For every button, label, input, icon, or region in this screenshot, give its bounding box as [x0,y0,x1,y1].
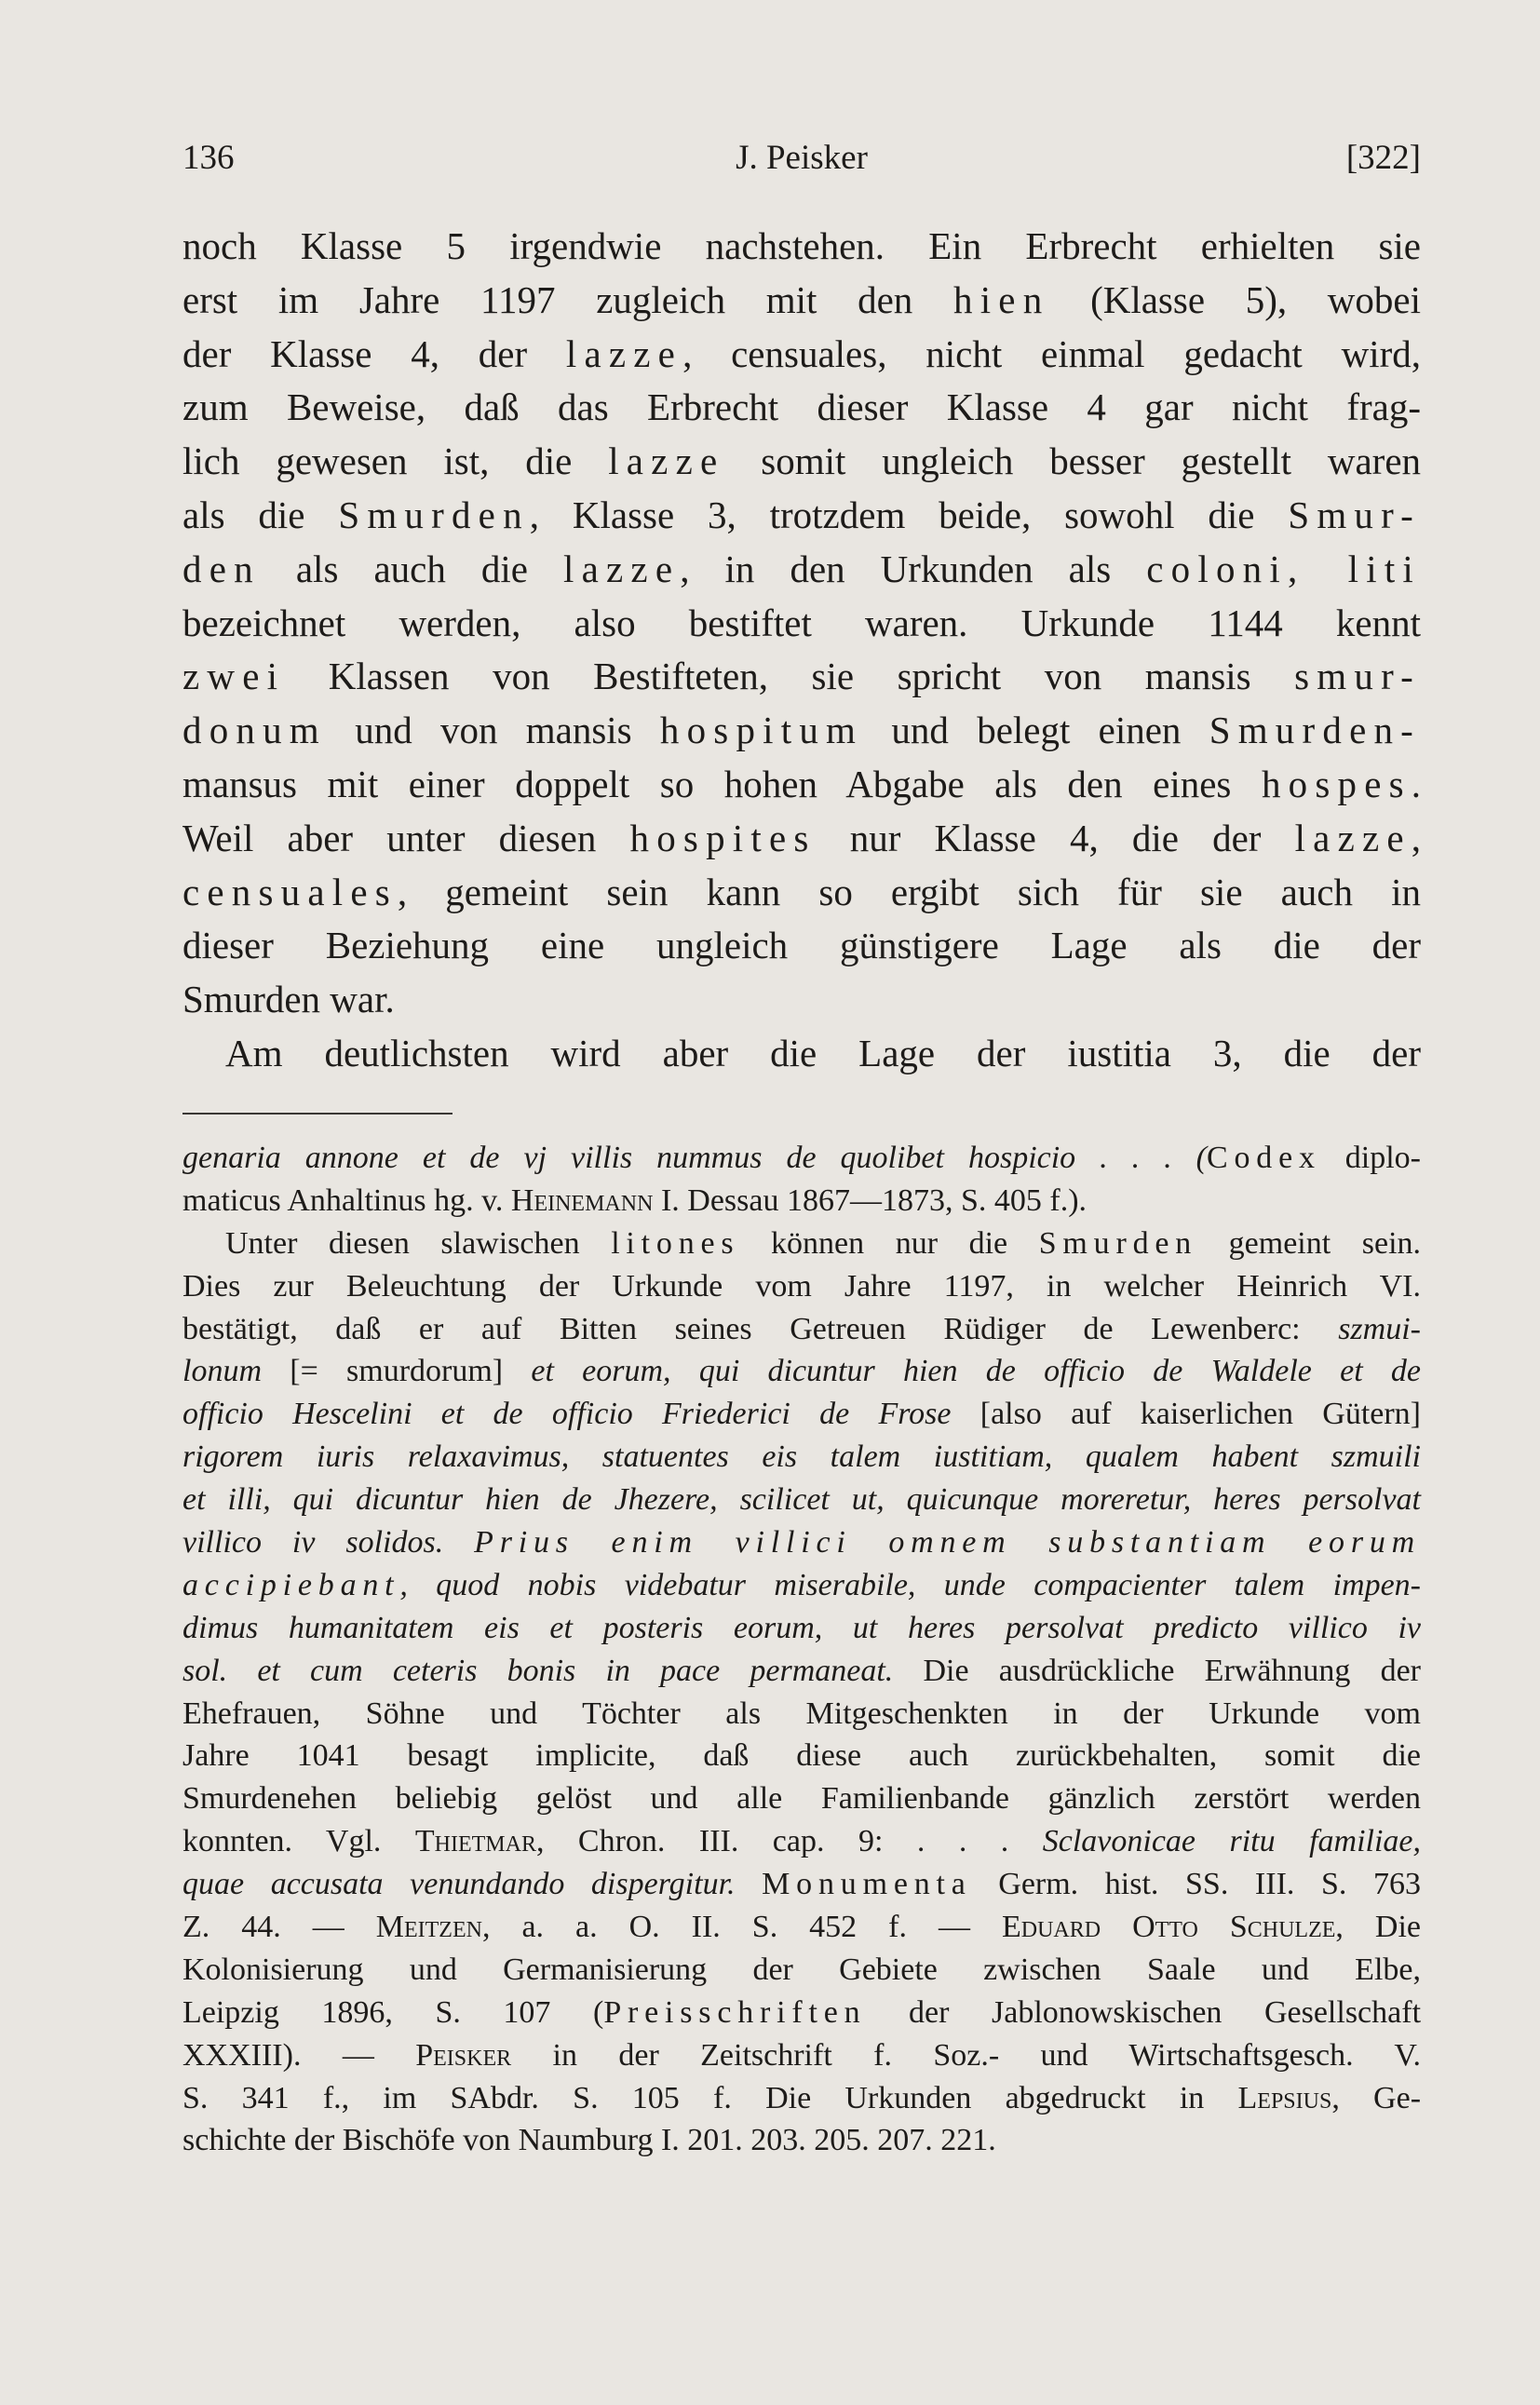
footnote-line: Unter diesen slawischen litones können nur die Smurden gemeint sein. [225,1225,1422,1261]
footnote [182,1137,1421,2162]
footnote-line: Z. 44. — Meitzen, a. a. O. II. S. 452 f. — Eduard Otto Schulze, Die [182,1910,1421,1945]
text-line: erst im Jahre 1197 zugleich mit den hien (Klasse 5), wobei [182,277,1422,321]
footnote-line: officio Hescelini et de officio Friederici de Frose [also auf kaiserlichen Gütern] [182,1397,1422,1432]
footnote-line: Jahre 1041 besagt implicite, daß diese auch zurückbehalten, somit die [182,1738,1421,1774]
text-line: zwei Klassen von Bestifteten, sie spricht von mansis smur- [182,655,1421,698]
text-line: dieser Beziehung eine ungleich günstigere Lage als die der [182,924,1421,967]
footnote-line: Dies zur Beleuchtung der Urkunde vom Jahre 1197, in welcher Heinrich VI. [182,1268,1421,1304]
text-line: als die Smurden, Klasse 3, trotzdem beide, sowohl die Smur- [182,493,1421,536]
footnote-line: villico iv solidos. Prius enim villici omnem substantiam eorum [182,1525,1422,1561]
section-number: [322] [1345,139,1421,177]
footnote-line: bestätigt, daß er auf Bitten seines Getreuen Rüdiger de Lewenberc: szmui- [182,1311,1421,1346]
footnote-line: schichte der Bischöfe von Naumburg I. 201. 203. 205. 207. 221. [182,2123,996,2158]
text-line: zum Beweise, daß das Erbrecht dieser Klasse 4 gar nicht frag- [182,385,1421,429]
running-head: J. Peisker [736,139,868,177]
footnote-line: accipiebant, quod nobis videbatur miserabile, unde compacienter talem impen- [182,1567,1421,1602]
text-line: Weil aber unter diesen hospites nur Klasse 4, die der lazze, [182,816,1422,859]
footnote-line: lonum [= smurdorum] et eorum, qui dicuntur hien de officio de Waldele et de [182,1354,1422,1389]
footnote-line: Ehefrauen, Söhne und Töchter als Mitgeschenkten in der Urkunde vom [182,1696,1421,1731]
text-line: noch Klasse 5 irgendwie nachstehen. Ein Erbrecht erhielten sie [182,224,1421,267]
main-text [182,220,1421,1081]
footnote-line: genaria annone et de vj villis nummus de quolibet hospicio . . . (Codex diplo- [182,1141,1421,1175]
footnote-line: konnten. Vgl. Thietmar, Chron. III. cap. 9: . . . Sclavonicae ritu familiae, [182,1824,1421,1859]
text-line: censuales, gemeint sein kann so ergibt sich für sie auch in [182,870,1421,913]
text-line: bezeichnet werden, also bestiftet waren. Urkunde 1144 kennt [182,601,1421,644]
footnote-line: sol. et cum ceteris bonis in pace permaneat. Die ausdrückliche Erwähnung der [182,1653,1421,1688]
page-header [182,138,1421,194]
footnote-line: maticus Anhaltinus hg. v. Heinemann I. Dessau 1867—1873, S. 405 f.). [182,1182,1087,1218]
footnote-line: Kolonisierung und Germanisierung der Gebiete zwischen Saale und Elbe, [182,1952,1421,1987]
text-line: lich gewesen ist, die lazze somit ungleich besser gestellt waren [182,439,1422,483]
footnote-line: XXXIII). — Peisker in der Zeitschrift f. Soz.- und Wirtschaftsgesch. V. [182,2037,1422,2073]
page-number: 136 [182,139,235,177]
footnote-line: dimus humanitatem eis et posteris eorum, ut heres persolvat predicto villico iv [182,1610,1421,1645]
footnote-line: et illi, qui dicuntur hien de Jhezere, scilicet ut, quicunque moreretur, heres persolvat [182,1482,1421,1518]
footnote-line: Smurdenehen beliebig gelöst und alle Familienbande gänzlich zerstört werden [182,1781,1421,1817]
footnote-line: quae accusata venundando dispergitur. Monumenta Germ. hist. SS. III. S. 763 [182,1867,1422,1902]
footnote-line: S. 341 f., im SAbdr. S. 105 f. Die Urkunden abgedruckt in Lepsius, Ge- [182,2080,1422,2115]
text-line: Am deutlichsten wird aber die Lage der iustitia 3, die der [225,1031,1421,1074]
footnote-line: Leipzig 1896, S. 107 (Preisschriften der Jablonowskischen Gesellschaft [182,1994,1422,2030]
footnote-line: rigorem iuris relaxavimus, statuentes eis talem iustitiam, qualem habent szmuili [182,1439,1421,1475]
text-line: Smurden war. [182,978,395,1021]
text-line: donum und von mansis hospitum und belegt einen Smurden- [182,709,1422,752]
text-line: mansus mit einer doppelt so hohen Abgabe als den eines hospes. [182,762,1421,805]
footnote-divider [182,1113,453,1115]
text-line: der Klasse 4, der lazze, censuales, nicht einmal gedacht wird, [182,331,1422,375]
text-line: den als auch die lazze, in den Urkunden als coloni, liti [182,547,1422,590]
